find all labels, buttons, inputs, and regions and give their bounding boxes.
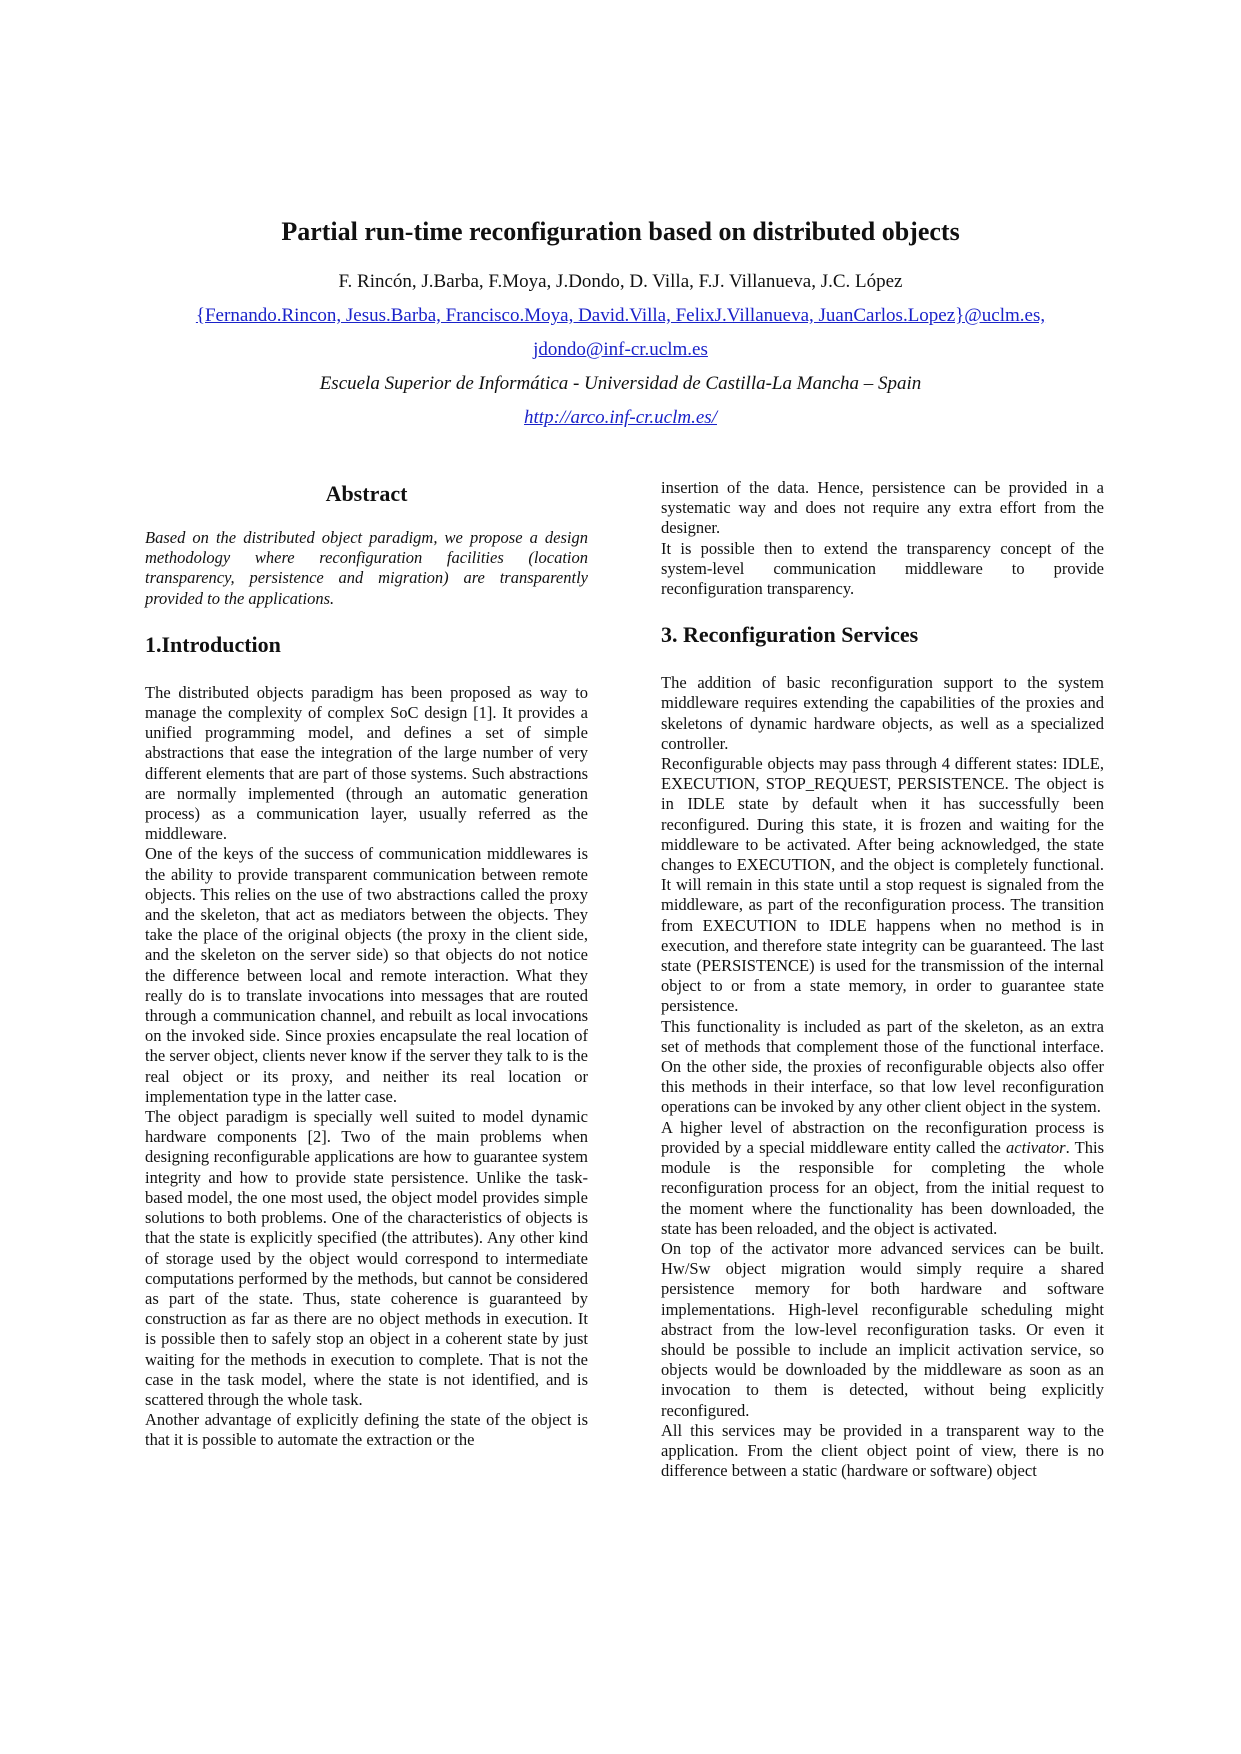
transparency-paragraph: It is possible then to extend the transparency concept of the system-level communication middleware to provide reconfiguration transparency.	[661, 538, 1104, 599]
reconfig-paragraph: The addition of basic reconfiguration support to the system middleware requires extending the capabilities of the proxies and skeletons of dynamic hardware objects, as well as a specialized controller.	[661, 673, 1104, 753]
activator-text-after: . This module is the responsible for completing the whole reconfiguration process for an object, from the initial request to the moment where the functionality has been downloaded, the state has been reloaded, and the object is activated.	[661, 1137, 1104, 1238]
reconfig-paragraph: This functionality is included as part of the skeleton, as an extra set of methods that complement those of the functional interface. On the other side, the proxies of reconfigurable objects also offer this methods in their interface, so that low level reconfiguration operations can be invoked by any other client object in the system.	[661, 1016, 1104, 1117]
activator-paragraph	[661, 1118, 1104, 1239]
intro-paragraph: The object paradigm is specially well suited to model dynamic hardware components [2]. Two of the main problems when designing reconfigurable applications are how to guarantee system integrity and how to provide state persistence. Unlike the task-based model, the one most used, the object model provides simple solutions to both problems. One of the characteristics of objects is that the state is explicitly specified (the attributes). Any other kind of storage used by the object would correspond to intermediate computations performed by the methods, but cannot be considered as part of the state. Thus, state coherence is guaranteed by construction as far as there are no object methods in execution. It is possible then to safely stop an object in a coherent state by just waiting for the methods in execution to complete. That is not the case in the task model, where the state is not identified, and is scattered through the whole task.	[145, 1107, 588, 1409]
reconfig-paragraph: All this services may be provided in a transparent way to the application. From the client object point of view, there is no difference between a static (hardware or software) object	[661, 1420, 1104, 1481]
website	[0, 407, 1241, 430]
email-link-dondo[interactable]: jdondo@inf-cr.uclm.es	[533, 339, 708, 360]
abstract-text: Based on the distributed object paradigm, we propose a design methodology where reconfiguration facilities (location transparency, persistence and migration) are transparently provided to the applications.	[145, 528, 588, 608]
intro-paragraph: The distributed objects paradigm has been proposed as way to manage the complexity of complex SoC design [1]. It provides a unified programming model, and defines a set of simple abstractions that ease the integration of the large number of very different elements that are part of those systems. Such abstractions are normally implemented (through an automatic generation process) as a communication layer, usually referred as the middleware.	[145, 682, 588, 844]
paper-title: Partial run-time reconfiguration based on distributed objects	[281, 217, 960, 246]
author-emails	[0, 305, 1241, 328]
affiliation: Escuela Superior de Informática - Universidad de Castilla-La Mancha – Spain	[319, 373, 922, 394]
intro-paragraph: One of the keys of the success of communication middlewares is the ability to provide transparent communication between remote objects. This relies on the use of two abstractions called the proxy and the skeleton, that act as mediators between the objects. They take the place of the original objects (the proxy in the client side, and the skeleton on the server side) so that objects do not notice the difference between local and remote interaction. What they really do is to translate invocations into messages that are routed through a communication channel, and rebuilt as local invocations on the invoked side. Since proxies encapsulate the real location of the server object, clients never know if the server they talk to is the real object or its proxy, and neither its real location or implementation type in the latter case.	[145, 844, 588, 1106]
author-list: F. Rincón, J.Barba, F.Moya, J.Dondo, D. Villa, F.J. Villanueva, J.C. López	[338, 271, 903, 292]
reconfig-paragraph: Reconfigurable objects may pass through 4 different states: IDLE, EXECUTION, STOP_REQUEST, PERSISTENCE. The object is in IDLE state by default when it has successfully been reconfigured. During this state, it is frozen and waiting for the middleware to be activated. After being acknowledged, the state changes to EXECUTION, and the object is completely functional. It will remain in this state until a stop request is signaled from the middleware, as part of the reconfiguration process. The transition from EXECUTION to IDLE happens when no method is in execution, and therefore state integrity can be guaranteed. The last state (PERSISTENCE) is used for the transmission of the internal object to or from a state memory, in order to guarantee state persistence.	[661, 754, 1104, 1016]
abstract-heading: Abstract	[325, 481, 408, 506]
activator-term: activator	[1006, 1137, 1066, 1157]
right-column	[661, 478, 1104, 1481]
reconfig-paragraph: On top of the activator more advanced services can be built. Hw/Sw object migration would simply require a shared persistence memory for both hardware and software implementations. High-level reconfigurable scheduling might abstract from the low-level reconfiguration tasks. Or even it should be possible to include an implicit activation service, so objects would be downloaded by the middleware as soon as an invocation to them is detected, without being explicitly reconfigured.	[661, 1238, 1104, 1420]
website-link[interactable]: http://arco.inf-cr.uclm.es/	[524, 407, 717, 428]
author-email-secondary	[0, 339, 1241, 362]
introduction-heading: 1.Introduction	[145, 631, 281, 657]
activator-text-before: A higher level of abstraction on the reconfiguration process is provided by a special middleware entity called the	[661, 1117, 1104, 1157]
reconfiguration-heading: 3. Reconfiguration Services	[661, 622, 919, 648]
email-link-group[interactable]: {Fernando.Rincon, Jesus.Barba, Francisco.Moya, David.Villa, FelixJ.Villanueva, JuanCarlos.Lopez}@uclm.es,	[195, 305, 1046, 326]
continued-paragraph: insertion of the data. Hence, persistence can be provided in a systematic way and does not require any extra effort from the designer.	[661, 478, 1104, 538]
left-column	[145, 478, 588, 1451]
intro-paragraph: Another advantage of explicitly defining the state of the object is that it is possible to automate the extraction or the	[145, 1410, 588, 1450]
